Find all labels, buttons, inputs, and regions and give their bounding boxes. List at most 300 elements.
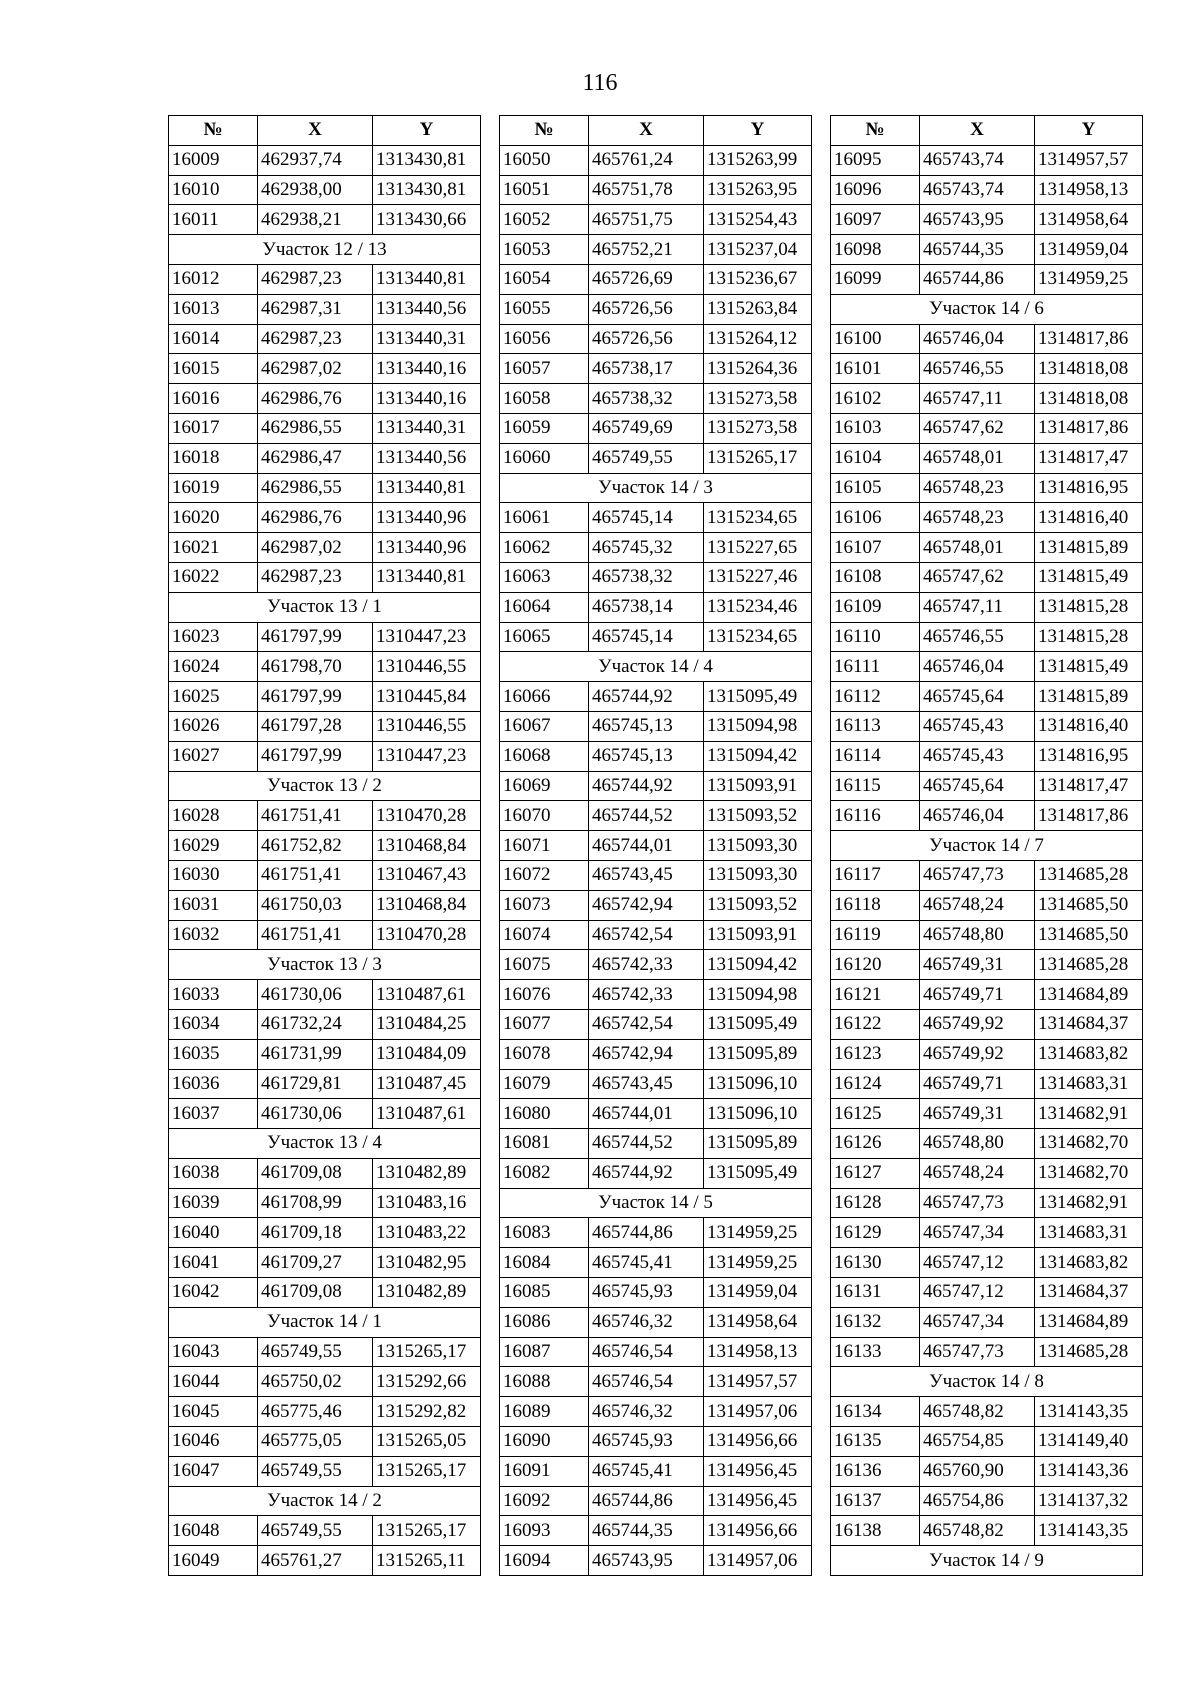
point-number-cell: 16045 — [169, 1397, 258, 1427]
point-number-cell: 16103 — [831, 413, 920, 443]
section-label: Участок 14 / 8 — [831, 1367, 1143, 1397]
point-number-cell: 16097 — [831, 205, 920, 235]
table-row — [169, 413, 481, 443]
x-coordinate-cell: 461750,03 — [258, 890, 373, 920]
x-coordinate-cell: 465743,45 — [589, 1069, 704, 1099]
point-number-cell: 16046 — [169, 1427, 258, 1457]
x-coordinate-cell: 465754,85 — [920, 1427, 1035, 1457]
point-number-cell: 16080 — [500, 1099, 589, 1129]
y-coordinate-cell: 1315254,43 — [704, 205, 812, 235]
point-number-cell: 16094 — [500, 1546, 589, 1576]
y-coordinate-cell: 1315236,67 — [704, 264, 812, 294]
point-number-cell: 16025 — [169, 682, 258, 712]
section-label: Участок 13 / 2 — [169, 771, 481, 801]
table-row — [169, 1158, 481, 1188]
point-number-cell: 16022 — [169, 562, 258, 592]
x-coordinate-cell: 461709,08 — [258, 1158, 373, 1188]
y-coordinate-cell: 1313440,16 — [373, 354, 481, 384]
x-coordinate-cell: 465747,73 — [920, 860, 1035, 890]
y-coordinate-cell: 1314683,82 — [1035, 1039, 1143, 1069]
table-row — [500, 294, 812, 324]
x-coordinate-cell: 465744,35 — [589, 1516, 704, 1546]
point-number-cell: 16013 — [169, 294, 258, 324]
table-row — [831, 771, 1143, 801]
table-row — [500, 354, 812, 384]
y-coordinate-cell: 1315264,36 — [704, 354, 812, 384]
table-row — [500, 533, 812, 563]
y-coordinate-cell: 1310445,84 — [373, 682, 481, 712]
x-coordinate-cell: 465745,41 — [589, 1248, 704, 1278]
table-row — [831, 950, 1143, 980]
point-number-cell: 16057 — [500, 354, 589, 384]
y-coordinate-cell: 1310487,61 — [373, 980, 481, 1010]
point-number-cell: 16137 — [831, 1486, 920, 1516]
x-coordinate-cell: 461732,24 — [258, 1009, 373, 1039]
y-coordinate-cell: 1314817,47 — [1035, 443, 1143, 473]
table-row — [831, 1427, 1143, 1457]
section-label: Участок 14 / 6 — [831, 294, 1143, 324]
y-coordinate-cell: 1313430,81 — [373, 145, 481, 175]
y-coordinate-cell: 1314816,95 — [1035, 741, 1143, 771]
table-row — [831, 1129, 1143, 1159]
x-coordinate-cell: 465742,54 — [589, 920, 704, 950]
point-number-cell: 16133 — [831, 1337, 920, 1367]
table-row — [500, 711, 812, 741]
table-row — [169, 503, 481, 533]
y-coordinate-cell: 1314818,08 — [1035, 354, 1143, 384]
point-number-cell: 16129 — [831, 1218, 920, 1248]
y-coordinate-cell: 1313440,16 — [373, 384, 481, 414]
point-number-cell: 16064 — [500, 592, 589, 622]
table-row — [500, 562, 812, 592]
coordinates-table-3 — [830, 115, 1143, 1576]
table-row — [500, 1218, 812, 1248]
point-number-cell: 16023 — [169, 622, 258, 652]
y-coordinate-cell: 1315093,30 — [704, 831, 812, 861]
y-coordinate-cell: 1315265,17 — [373, 1337, 481, 1367]
table-row — [169, 562, 481, 592]
point-number-cell: 16127 — [831, 1158, 920, 1188]
table-row — [831, 562, 1143, 592]
table-row — [831, 324, 1143, 354]
point-number-cell: 16131 — [831, 1278, 920, 1308]
table-row — [831, 1456, 1143, 1486]
table-row — [169, 831, 481, 861]
x-coordinate-cell: 465752,21 — [589, 235, 704, 265]
page-number: 116 — [582, 70, 618, 96]
point-number-cell: 16128 — [831, 1188, 920, 1218]
table-row — [500, 1248, 812, 1278]
table-row — [831, 682, 1143, 712]
x-coordinate-cell: 465749,71 — [920, 980, 1035, 1010]
y-coordinate-cell: 1314685,28 — [1035, 950, 1143, 980]
y-coordinate-cell: 1314815,89 — [1035, 533, 1143, 563]
table-row — [500, 205, 812, 235]
table-row — [500, 592, 812, 622]
point-number-cell: 16124 — [831, 1069, 920, 1099]
point-number-cell: 16029 — [169, 831, 258, 861]
y-coordinate-cell: 1310467,43 — [373, 860, 481, 890]
table-row — [500, 1516, 812, 1546]
y-coordinate-cell: 1314683,31 — [1035, 1069, 1143, 1099]
table-row — [500, 831, 812, 861]
section-label: Участок 14 / 7 — [831, 831, 1143, 861]
y-coordinate-cell: 1313440,96 — [373, 503, 481, 533]
y-coordinate-cell: 1314959,04 — [1035, 235, 1143, 265]
table-row — [500, 1337, 812, 1367]
table-row — [500, 1427, 812, 1457]
table-row — [169, 1456, 481, 1486]
y-coordinate-cell: 1315234,46 — [704, 592, 812, 622]
y-coordinate-cell: 1314684,89 — [1035, 1307, 1143, 1337]
point-number-cell: 16041 — [169, 1248, 258, 1278]
y-coordinate-cell: 1314958,64 — [704, 1307, 812, 1337]
x-coordinate-cell: 465747,73 — [920, 1337, 1035, 1367]
y-coordinate-cell: 1314959,25 — [1035, 264, 1143, 294]
table-row — [169, 1099, 481, 1129]
y-coordinate-cell: 1314956,66 — [704, 1516, 812, 1546]
y-coordinate-cell: 1315093,91 — [704, 771, 812, 801]
table-row — [500, 980, 812, 1010]
table-row — [831, 1039, 1143, 1069]
table-row — [831, 1099, 1143, 1129]
point-number-cell: 16062 — [500, 533, 589, 563]
point-number-cell: 16060 — [500, 443, 589, 473]
point-number-cell: 16116 — [831, 801, 920, 831]
y-coordinate-cell: 1310470,28 — [373, 801, 481, 831]
x-coordinate-cell: 461730,06 — [258, 1099, 373, 1129]
x-coordinate-cell: 465747,34 — [920, 1307, 1035, 1337]
table-row — [831, 1397, 1143, 1427]
point-number-cell: 16012 — [169, 264, 258, 294]
x-coordinate-cell: 465745,43 — [920, 741, 1035, 771]
x-coordinate-cell: 465744,92 — [589, 771, 704, 801]
y-coordinate-cell: 1315094,98 — [704, 711, 812, 741]
point-number-cell: 16078 — [500, 1039, 589, 1069]
y-coordinate-cell: 1313430,81 — [373, 175, 481, 205]
y-coordinate-cell: 1315093,52 — [704, 801, 812, 831]
y-coordinate-cell: 1314685,50 — [1035, 920, 1143, 950]
y-coordinate-cell: 1314957,06 — [704, 1397, 812, 1427]
table-row — [831, 264, 1143, 294]
table-row — [831, 1069, 1143, 1099]
point-number-cell: 16059 — [500, 413, 589, 443]
point-number-cell: 16068 — [500, 741, 589, 771]
point-number-cell: 16136 — [831, 1456, 920, 1486]
table-row — [500, 1397, 812, 1427]
point-number-cell: 16033 — [169, 980, 258, 1010]
y-coordinate-cell: 1314682,91 — [1035, 1188, 1143, 1218]
table-row — [500, 145, 812, 175]
table-row — [831, 920, 1143, 950]
x-coordinate-cell: 465742,94 — [589, 890, 704, 920]
y-coordinate-cell: 1310468,84 — [373, 831, 481, 861]
x-coordinate-cell: 465761,24 — [589, 145, 704, 175]
x-coordinate-cell: 461709,18 — [258, 1218, 373, 1248]
x-coordinate-cell: 465726,56 — [589, 324, 704, 354]
y-coordinate-cell: 1314683,31 — [1035, 1218, 1143, 1248]
x-coordinate-cell: 465744,01 — [589, 831, 704, 861]
point-number-cell: 16106 — [831, 503, 920, 533]
point-number-cell: 16019 — [169, 473, 258, 503]
point-number-cell: 16011 — [169, 205, 258, 235]
y-coordinate-cell: 1313440,56 — [373, 443, 481, 473]
y-coordinate-cell: 1314816,40 — [1035, 711, 1143, 741]
x-coordinate-cell: 465726,69 — [589, 264, 704, 294]
table-row — [169, 1039, 481, 1069]
table-row — [169, 1009, 481, 1039]
section-label: Участок 14 / 5 — [500, 1188, 812, 1218]
table-row — [169, 711, 481, 741]
table-row — [169, 175, 481, 205]
y-coordinate-cell: 1314957,57 — [704, 1367, 812, 1397]
point-number-cell: 16093 — [500, 1516, 589, 1546]
point-number-cell: 16134 — [831, 1397, 920, 1427]
point-number-cell: 16118 — [831, 890, 920, 920]
x-coordinate-cell: 462987,02 — [258, 354, 373, 384]
y-coordinate-cell: 1310482,89 — [373, 1278, 481, 1308]
point-number-cell: 16049 — [169, 1546, 258, 1576]
table-row — [831, 890, 1143, 920]
x-coordinate-cell: 465745,13 — [589, 711, 704, 741]
point-number-cell: 16111 — [831, 652, 920, 682]
x-coordinate-cell: 465745,43 — [920, 711, 1035, 741]
x-coordinate-cell: 461709,27 — [258, 1248, 373, 1278]
point-number-cell: 16044 — [169, 1367, 258, 1397]
section-row — [169, 1486, 481, 1516]
point-number-cell: 16061 — [500, 503, 589, 533]
y-coordinate-cell: 1314817,47 — [1035, 771, 1143, 801]
x-coordinate-cell: 465748,82 — [920, 1397, 1035, 1427]
table-row — [169, 1248, 481, 1278]
point-number-cell: 16098 — [831, 235, 920, 265]
point-number-cell: 16138 — [831, 1516, 920, 1546]
y-coordinate-cell: 1313440,81 — [373, 562, 481, 592]
table-row — [500, 443, 812, 473]
point-number-cell: 16101 — [831, 354, 920, 384]
x-coordinate-cell: 465745,41 — [589, 1456, 704, 1486]
x-coordinate-cell: 465760,90 — [920, 1456, 1035, 1486]
column-header-y: Y — [1035, 116, 1143, 146]
y-coordinate-cell: 1315095,89 — [704, 1129, 812, 1159]
point-number-cell: 16108 — [831, 562, 920, 592]
x-coordinate-cell: 465746,32 — [589, 1397, 704, 1427]
point-number-cell: 16031 — [169, 890, 258, 920]
table-row — [831, 205, 1143, 235]
x-coordinate-cell: 465742,33 — [589, 980, 704, 1010]
section-row — [831, 831, 1143, 861]
table-row — [500, 890, 812, 920]
table-row — [500, 264, 812, 294]
x-coordinate-cell: 465744,35 — [920, 235, 1035, 265]
y-coordinate-cell: 1315265,17 — [704, 443, 812, 473]
y-coordinate-cell: 1310484,25 — [373, 1009, 481, 1039]
column-header-x: X — [589, 116, 704, 146]
point-number-cell: 16053 — [500, 235, 589, 265]
point-number-cell: 16087 — [500, 1337, 589, 1367]
x-coordinate-cell: 465744,52 — [589, 801, 704, 831]
point-number-cell: 16028 — [169, 801, 258, 831]
y-coordinate-cell: 1314956,45 — [704, 1486, 812, 1516]
y-coordinate-cell: 1315265,11 — [373, 1546, 481, 1576]
x-coordinate-cell: 461797,99 — [258, 682, 373, 712]
x-coordinate-cell: 465744,92 — [589, 1158, 704, 1188]
point-number-cell: 16066 — [500, 682, 589, 712]
y-coordinate-cell: 1315094,98 — [704, 980, 812, 1010]
y-coordinate-cell: 1313440,56 — [373, 294, 481, 324]
y-coordinate-cell: 1310482,95 — [373, 1248, 481, 1278]
x-coordinate-cell: 465747,73 — [920, 1188, 1035, 1218]
table-row — [831, 354, 1143, 384]
point-number-cell: 16076 — [500, 980, 589, 1010]
table-row — [169, 354, 481, 384]
y-coordinate-cell: 1313440,81 — [373, 473, 481, 503]
y-coordinate-cell: 1314684,37 — [1035, 1278, 1143, 1308]
y-coordinate-cell: 1314684,37 — [1035, 1009, 1143, 1039]
x-coordinate-cell: 462987,31 — [258, 294, 373, 324]
column-header-x: X — [920, 116, 1035, 146]
point-number-cell: 16016 — [169, 384, 258, 414]
point-number-cell: 16055 — [500, 294, 589, 324]
y-coordinate-cell: 1315263,84 — [704, 294, 812, 324]
table-row — [169, 1218, 481, 1248]
point-number-cell: 16091 — [500, 1456, 589, 1486]
point-number-cell: 16084 — [500, 1248, 589, 1278]
y-coordinate-cell: 1314958,13 — [704, 1337, 812, 1367]
point-number-cell: 16018 — [169, 443, 258, 473]
table-row — [831, 1188, 1143, 1218]
table-row — [500, 1307, 812, 1337]
table-row — [500, 1367, 812, 1397]
table-row — [500, 235, 812, 265]
table-row — [169, 205, 481, 235]
table-row — [500, 682, 812, 712]
x-coordinate-cell: 465749,55 — [589, 443, 704, 473]
point-number-cell: 16027 — [169, 741, 258, 771]
point-number-cell: 16110 — [831, 622, 920, 652]
x-coordinate-cell: 465748,24 — [920, 890, 1035, 920]
table-row — [831, 1248, 1143, 1278]
table-row — [500, 1278, 812, 1308]
y-coordinate-cell: 1315264,12 — [704, 324, 812, 354]
y-coordinate-cell: 1313440,96 — [373, 533, 481, 563]
section-row — [169, 1129, 481, 1159]
x-coordinate-cell: 465743,74 — [920, 145, 1035, 175]
point-number-cell: 16015 — [169, 354, 258, 384]
column-header-no: № — [500, 116, 589, 146]
point-number-cell: 16132 — [831, 1307, 920, 1337]
section-label: Участок 12 / 13 — [169, 235, 481, 265]
x-coordinate-cell: 462986,55 — [258, 473, 373, 503]
y-coordinate-cell: 1314956,66 — [704, 1427, 812, 1457]
x-coordinate-cell: 465748,80 — [920, 1129, 1035, 1159]
column-header-x: X — [258, 116, 373, 146]
table-row — [500, 384, 812, 414]
table-row — [169, 473, 481, 503]
y-coordinate-cell: 1314959,25 — [704, 1218, 812, 1248]
x-coordinate-cell: 465744,86 — [920, 264, 1035, 294]
y-coordinate-cell: 1313440,31 — [373, 324, 481, 354]
table-row — [169, 920, 481, 950]
y-coordinate-cell: 1315094,42 — [704, 950, 812, 980]
x-coordinate-cell: 465743,74 — [920, 175, 1035, 205]
point-number-cell: 16036 — [169, 1069, 258, 1099]
x-coordinate-cell: 465749,55 — [258, 1337, 373, 1367]
x-coordinate-cell: 461730,06 — [258, 980, 373, 1010]
point-number-cell: 16042 — [169, 1278, 258, 1308]
y-coordinate-cell: 1315227,65 — [704, 533, 812, 563]
table-row — [169, 1427, 481, 1457]
point-number-cell: 16089 — [500, 1397, 589, 1427]
point-number-cell: 16086 — [500, 1307, 589, 1337]
table-header-row — [831, 116, 1143, 146]
x-coordinate-cell: 465743,45 — [589, 860, 704, 890]
table-row — [169, 1516, 481, 1546]
y-coordinate-cell: 1310447,23 — [373, 741, 481, 771]
point-number-cell: 16075 — [500, 950, 589, 980]
table-row — [500, 1129, 812, 1159]
y-coordinate-cell: 1314815,89 — [1035, 682, 1143, 712]
y-coordinate-cell: 1313440,81 — [373, 264, 481, 294]
y-coordinate-cell: 1314958,64 — [1035, 205, 1143, 235]
point-number-cell: 16054 — [500, 264, 589, 294]
table-row — [831, 1278, 1143, 1308]
y-coordinate-cell: 1310446,55 — [373, 652, 481, 682]
x-coordinate-cell: 465744,01 — [589, 1099, 704, 1129]
table-row — [169, 1278, 481, 1308]
y-coordinate-cell: 1310487,61 — [373, 1099, 481, 1129]
x-coordinate-cell: 462987,23 — [258, 562, 373, 592]
y-coordinate-cell: 1314685,50 — [1035, 890, 1143, 920]
point-number-cell: 16009 — [169, 145, 258, 175]
table-row — [169, 652, 481, 682]
section-label: Участок 13 / 3 — [169, 950, 481, 980]
x-coordinate-cell: 465749,71 — [920, 1069, 1035, 1099]
point-number-cell: 16114 — [831, 741, 920, 771]
table-row — [169, 294, 481, 324]
section-row — [169, 771, 481, 801]
x-coordinate-cell: 462937,74 — [258, 145, 373, 175]
x-coordinate-cell: 462986,55 — [258, 413, 373, 443]
point-number-cell: 16122 — [831, 1009, 920, 1039]
coordinates-table-1 — [168, 115, 481, 1576]
table-row — [169, 533, 481, 563]
y-coordinate-cell: 1314817,86 — [1035, 801, 1143, 831]
x-coordinate-cell: 465745,32 — [589, 533, 704, 563]
y-coordinate-cell: 1315263,99 — [704, 145, 812, 175]
section-row — [169, 235, 481, 265]
point-number-cell: 16074 — [500, 920, 589, 950]
y-coordinate-cell: 1314682,91 — [1035, 1099, 1143, 1129]
x-coordinate-cell: 465747,11 — [920, 592, 1035, 622]
table-row — [169, 860, 481, 890]
table-row — [831, 384, 1143, 414]
section-label: Участок 14 / 3 — [500, 473, 812, 503]
point-number-cell: 16043 — [169, 1337, 258, 1367]
y-coordinate-cell: 1314957,06 — [704, 1546, 812, 1576]
point-number-cell: 16112 — [831, 682, 920, 712]
y-coordinate-cell: 1310482,89 — [373, 1158, 481, 1188]
column-header-no: № — [831, 116, 920, 146]
x-coordinate-cell: 465738,32 — [589, 562, 704, 592]
point-number-cell: 16017 — [169, 413, 258, 443]
point-number-cell: 16048 — [169, 1516, 258, 1546]
point-number-cell: 16020 — [169, 503, 258, 533]
y-coordinate-cell: 1314685,28 — [1035, 1337, 1143, 1367]
point-number-cell: 16096 — [831, 175, 920, 205]
column-header-no: № — [169, 116, 258, 146]
table-row — [500, 1099, 812, 1129]
